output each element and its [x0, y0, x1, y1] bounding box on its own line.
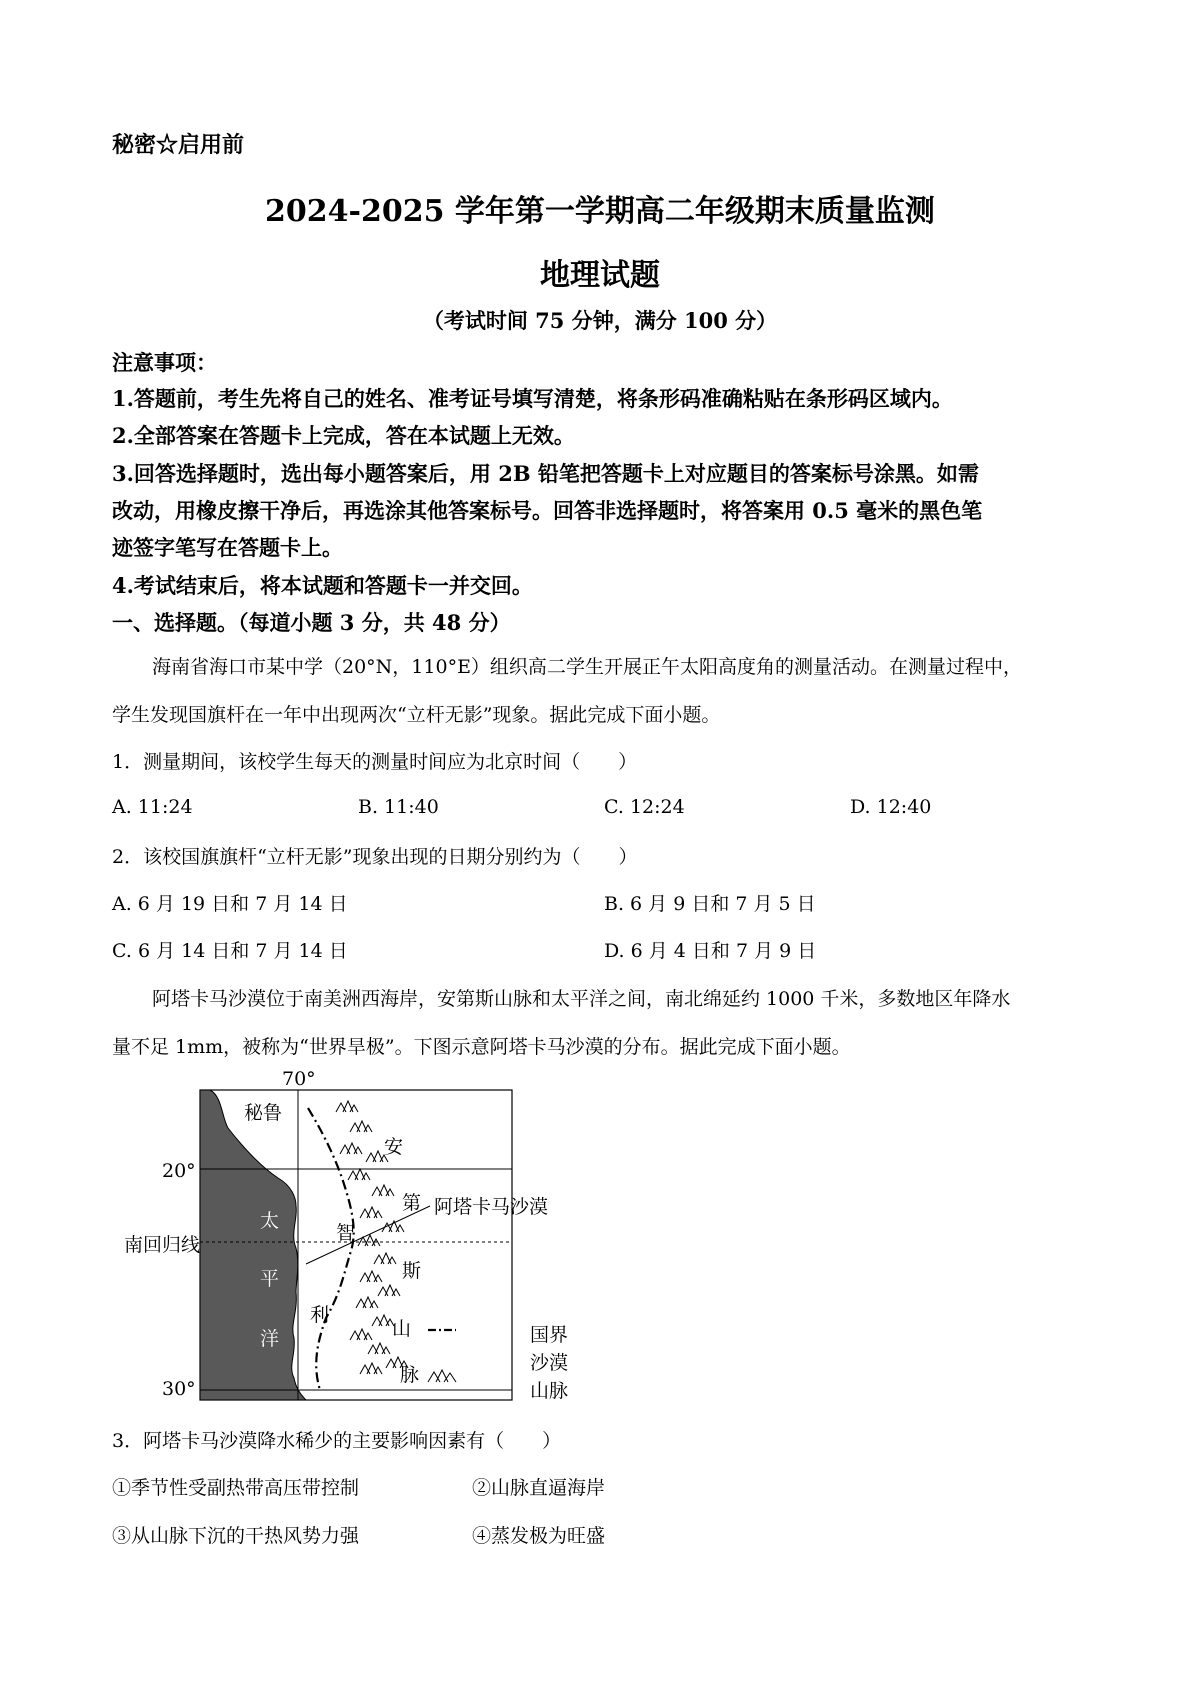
- legend-border-label: 国界: [530, 1324, 569, 1346]
- chile-char: 智: [336, 1222, 356, 1244]
- desert-label: 阿塔卡马沙漠: [434, 1196, 549, 1218]
- legend-desert-label: 沙漠: [530, 1352, 569, 1374]
- tropic-label: 南回归线: [124, 1234, 201, 1256]
- atacama-map: [110, 1068, 610, 1418]
- lat-20-label: 20°: [162, 1160, 196, 1182]
- option-d: D. 12:40: [850, 796, 932, 818]
- mountain-symbol: [372, 1185, 394, 1196]
- option-2: ②山脉直逼海岸: [472, 1477, 606, 1499]
- note-line: 迹签字笔写在答题卡上。: [112, 535, 343, 560]
- exam-info: （考试时间 75 分钟，满分 100 分）: [422, 308, 778, 333]
- secret-mark: 秘密☆启用前: [112, 132, 245, 158]
- ocean-char: 平: [260, 1268, 280, 1290]
- material-line: 海南省海口市某中学（20°N，110°E）组织高二学生开展正午太阳高度角的测量活动。在测量过程中，: [152, 656, 1022, 678]
- border-line: [308, 1108, 354, 1390]
- mountain-symbol: [350, 1121, 372, 1132]
- option-b: B. 11:40: [358, 796, 439, 818]
- question-stem: 1．测量期间，该校学生每天的测量时间应为北京时间（ ）: [112, 751, 638, 773]
- ocean-area: [200, 1090, 306, 1400]
- mountain-symbol: [378, 1285, 400, 1296]
- option-3: ③从山脉下沉的干热风势力强: [112, 1525, 360, 1547]
- question-stem: 2．该校国旗旗杆“立杆无影”现象出现的日期分别约为（ ）: [112, 846, 638, 868]
- note-line: 4.考试结束后，将本试题和答题卡一并交回。: [112, 573, 533, 598]
- notes-heading: 注意事项：: [112, 350, 217, 375]
- subject-title: 地理试题: [540, 258, 660, 293]
- note-line: 2.全部答案在答题卡上完成，答在本试题上无效。: [112, 423, 575, 448]
- peru-label: 秘鲁: [244, 1102, 283, 1124]
- option-b: B. 6 月 9 日和 7 月 5 日: [604, 893, 816, 915]
- lat-30-label: 30°: [162, 1378, 196, 1400]
- material-line: 学生发现国旗杆在一年中出现两次“立杆无影”现象。据此完成下面小题。: [112, 704, 721, 726]
- mountain-symbol: [368, 1343, 390, 1354]
- option-c: C. 12:24: [604, 796, 685, 818]
- option-a: A. 6 月 19 日和 7 月 14 日: [112, 893, 348, 915]
- andes-char: 山: [392, 1318, 412, 1340]
- mountain-symbol: [356, 1297, 378, 1308]
- andes-char: 脉: [400, 1364, 420, 1386]
- question-stem: 3．阿塔卡马沙漠降水稀少的主要影响因素有（ ）: [112, 1430, 562, 1452]
- andes-char: 斯: [402, 1260, 422, 1282]
- ocean-char: 太: [260, 1210, 280, 1232]
- mountain-symbol: [360, 1207, 382, 1218]
- lon-label: 70°: [282, 1068, 316, 1090]
- note-line: 改动，用橡皮擦干净后，再选涂其他答案标号。回答非选择题时，将答案用 0.5 毫米的黑色笔: [112, 498, 983, 523]
- chile-char: 利: [310, 1304, 330, 1326]
- material-line: 量不足 1mm，被称为“世界旱极”。下图示意阿塔卡马沙漠的分布。据此完成下面小题。: [112, 1036, 851, 1058]
- option-d: D. 6 月 4 日和 7 月 9 日: [604, 940, 817, 962]
- note-line: 3.回答选择题时，选出每小题答案后，用 2B 铅笔把答题卡上对应题目的答案标号涂黑。如需: [112, 461, 979, 486]
- legend-mountain-label: 山脉: [530, 1380, 569, 1402]
- mountain-symbol: [374, 1253, 396, 1264]
- mountain-symbol: [360, 1363, 382, 1374]
- option-a: A. 11:24: [112, 796, 193, 818]
- mountain-symbol: [340, 1143, 362, 1154]
- mountain-symbol: [372, 1315, 394, 1326]
- ocean-char: 洋: [260, 1328, 280, 1350]
- mountain-symbol: [382, 1221, 404, 1232]
- legend-mountain-symbol: [428, 1370, 456, 1382]
- exam-title: 2024-2025 学年第一学期高二年级期末质量监测: [265, 194, 935, 229]
- material-line: 阿塔卡马沙漠位于南美洲西海岸，安第斯山脉和太平洋之间，南北绵延约 1000 千米，多数地区年降水: [152, 988, 1011, 1010]
- mountain-symbol: [336, 1101, 358, 1112]
- mountain-symbol: [358, 1235, 380, 1246]
- andes-char: 第: [402, 1192, 422, 1214]
- section-heading: 一、选择题。（每道小题 3 分，共 48 分）: [112, 610, 511, 635]
- mountain-symbol: [348, 1169, 370, 1180]
- option-1: ①季节性受副热带高压带控制: [112, 1477, 360, 1499]
- note-line: 1.答题前，考生先将自己的姓名、准考证号填写清楚，将条形码准确粘贴在条形码区域内。: [112, 386, 953, 411]
- mountain-symbol: [350, 1329, 372, 1340]
- option-c: C. 6 月 14 日和 7 月 14 日: [112, 940, 348, 962]
- andes-char: 安: [384, 1136, 404, 1158]
- mountain-symbol: [360, 1271, 382, 1282]
- option-4: ④蒸发极为旺盛: [472, 1525, 606, 1547]
